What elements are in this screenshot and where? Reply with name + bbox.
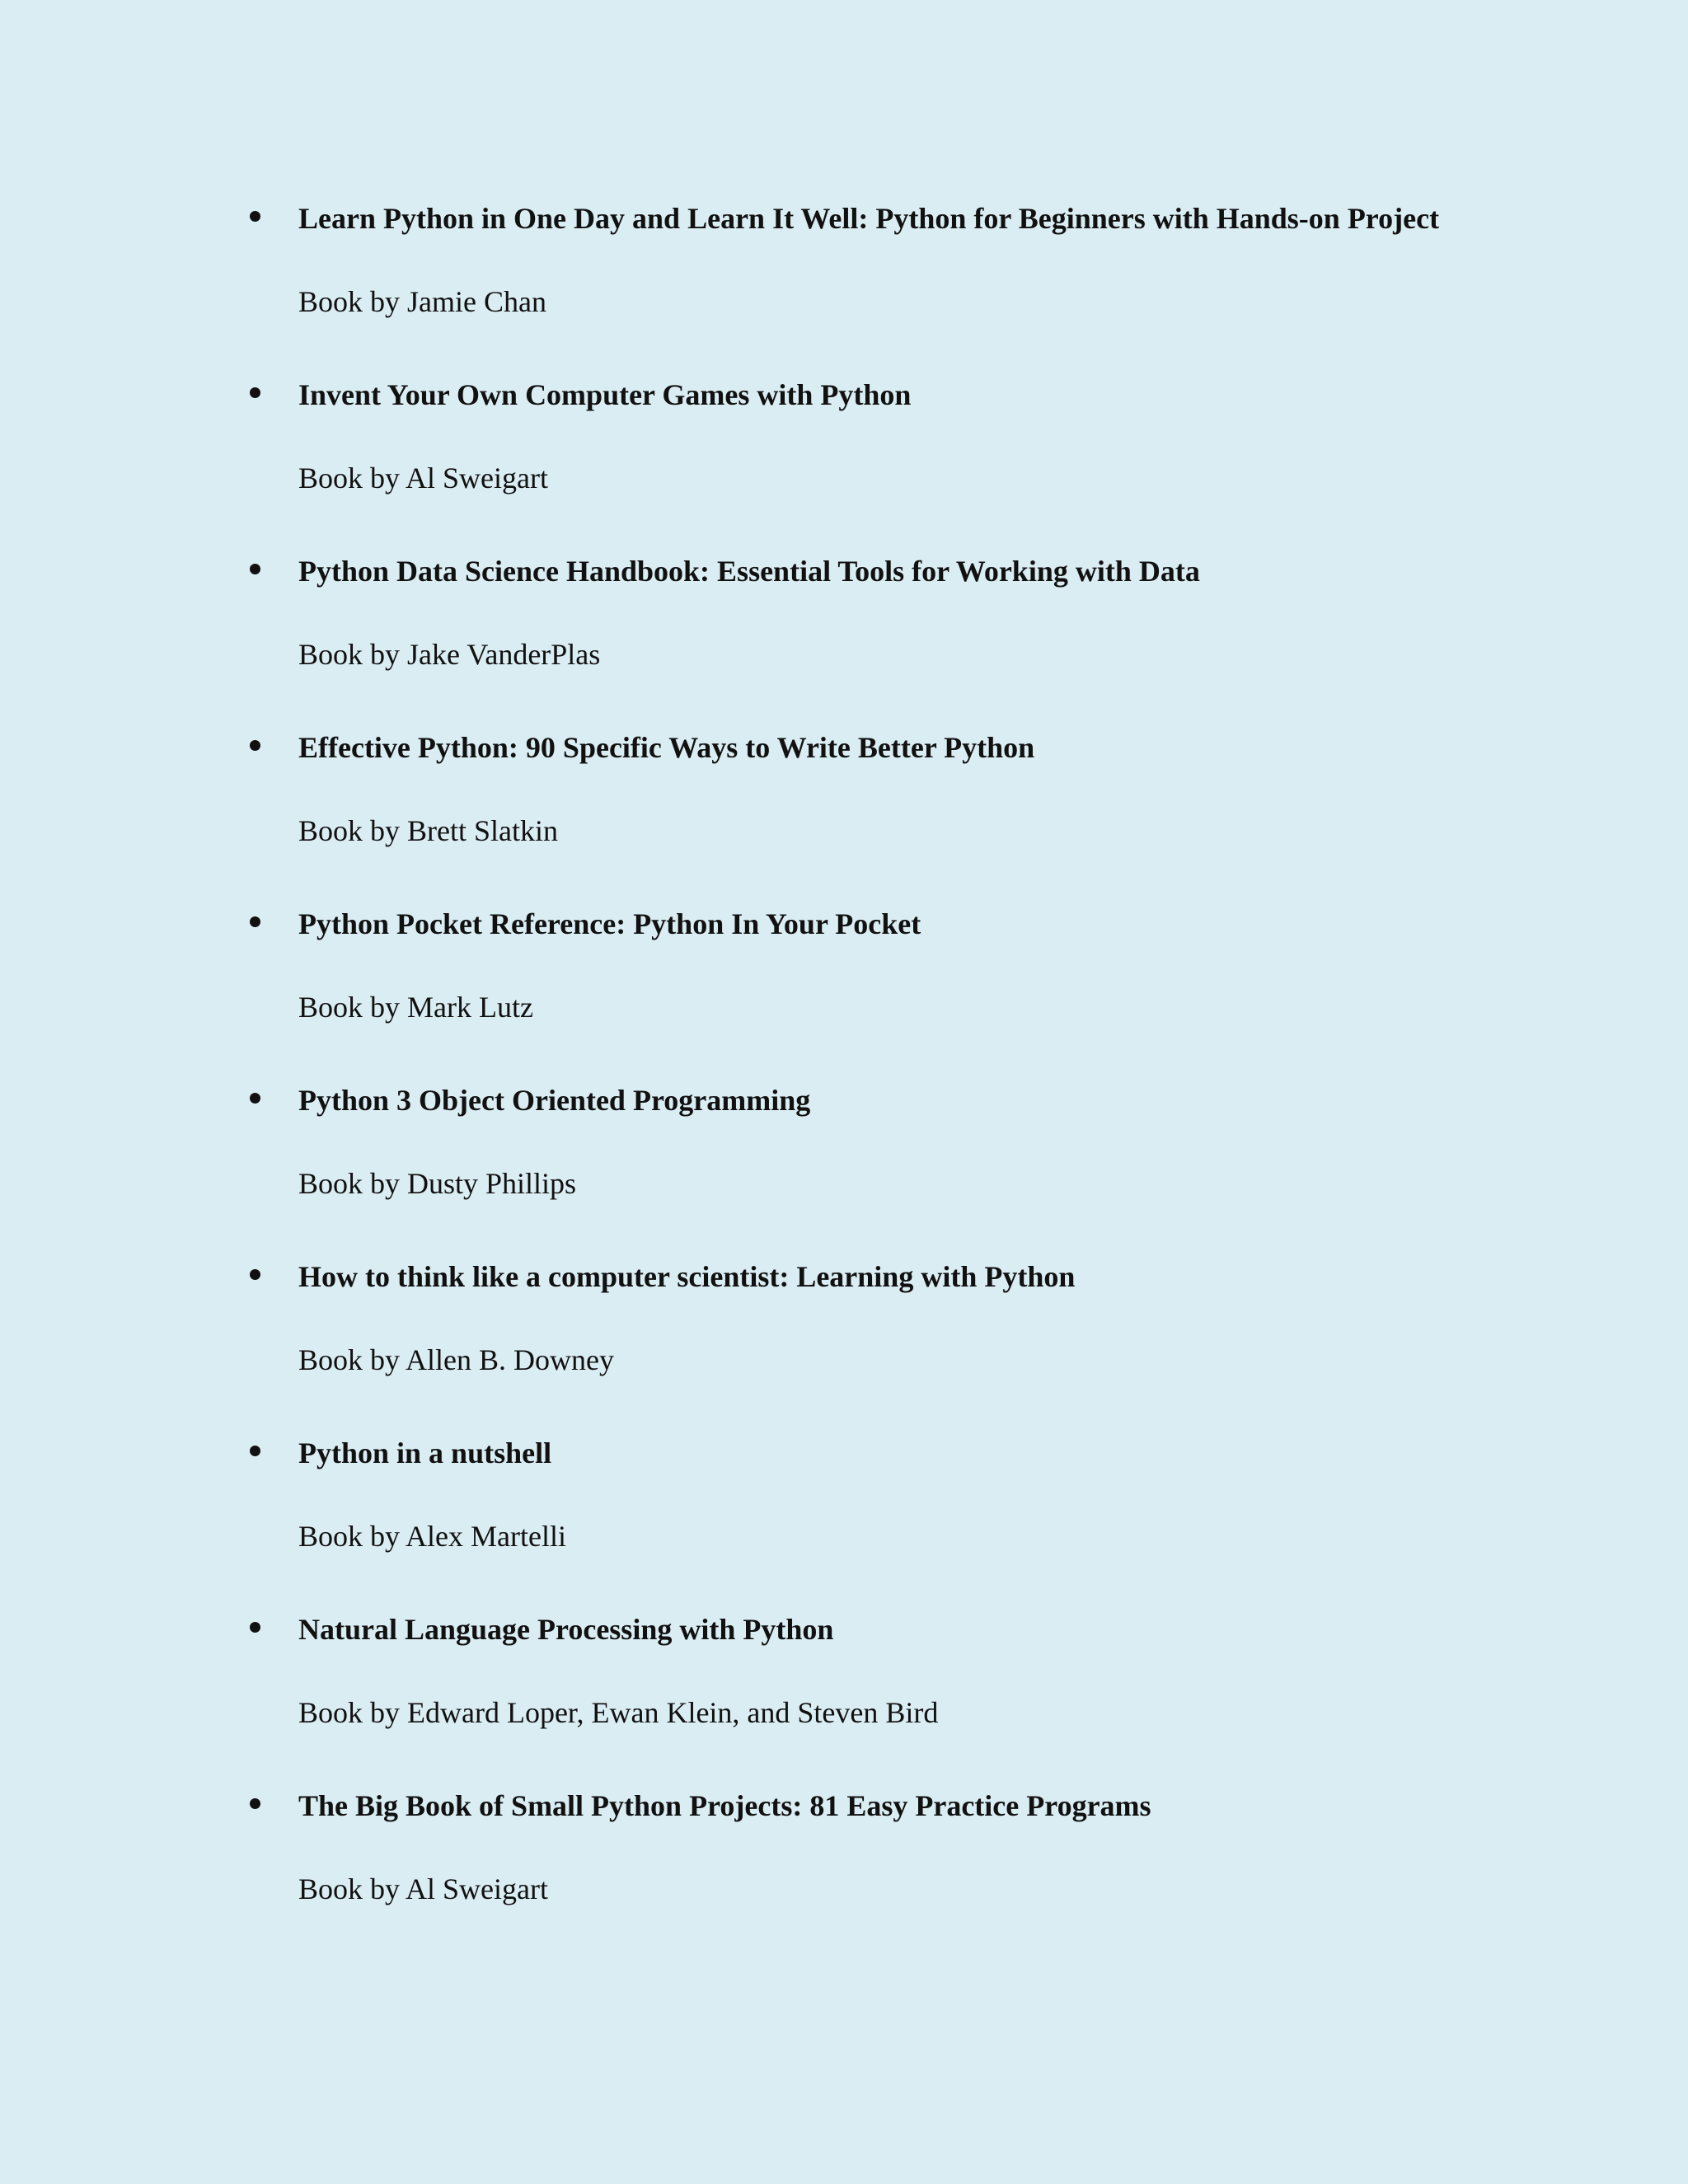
book-author: Book by Dusty Phillips — [298, 1167, 577, 1200]
book-author: Book by Al Sweigart — [298, 1872, 548, 1905]
book-title: Python in a nutshell — [298, 1436, 552, 1469]
list-item — [0, 724, 1688, 900]
book-title: Natural Language Processing with Python — [298, 1613, 834, 1646]
book-title: Effective Python: 90 Specific Ways to Write Better Python — [298, 731, 1035, 764]
book-title: Learn Python in One Day and Learn It Well: Python for Beginners with Hands-on Project — [298, 202, 1440, 235]
book-list — [0, 194, 1688, 1958]
book-title: Python Data Science Handbook: Essential Tools for Working with Data — [298, 555, 1200, 588]
book-author: Book by Allen B. Downey — [298, 1343, 614, 1376]
bullet-icon — [250, 211, 260, 222]
list-item — [0, 900, 1688, 1076]
list-item — [0, 547, 1688, 724]
book-author: Book by Alex Martelli — [298, 1520, 566, 1553]
book-author: Book by Jake VanderPlas — [298, 638, 601, 671]
book-title: The Big Book of Small Python Projects: 81 Easy Practice Programs — [298, 1789, 1151, 1822]
bullet-icon — [250, 1798, 260, 1809]
book-author: Book by Edward Loper, Ewan Klein, and Steven Bird — [298, 1696, 939, 1729]
bullet-icon — [250, 740, 260, 751]
list-item — [0, 1429, 1688, 1605]
list-item — [0, 1605, 1688, 1782]
bullet-icon — [250, 1093, 260, 1104]
bullet-icon — [250, 387, 260, 398]
list-item — [0, 1782, 1688, 1958]
bullet-icon — [250, 1622, 260, 1633]
book-author: Book by Jamie Chan — [298, 285, 546, 318]
book-title: Python Pocket Reference: Python In Your Pocket — [298, 907, 921, 940]
book-title: Invent Your Own Computer Games with Python — [298, 378, 912, 411]
bullet-icon — [250, 1446, 260, 1456]
book-author: Book by Mark Lutz — [298, 991, 533, 1024]
book-author: Book by Al Sweigart — [298, 462, 548, 494]
book-author: Book by Brett Slatkin — [298, 814, 558, 847]
list-item — [0, 1076, 1688, 1253]
book-title: Python 3 Object Oriented Programming — [298, 1084, 811, 1117]
list-item — [0, 371, 1688, 547]
bullet-icon — [250, 564, 260, 574]
bullet-icon — [250, 916, 260, 927]
list-item — [0, 194, 1688, 371]
list-item — [0, 1253, 1688, 1429]
bullet-icon — [250, 1269, 260, 1280]
book-title: How to think like a computer scientist: Learning with Python — [298, 1260, 1076, 1293]
